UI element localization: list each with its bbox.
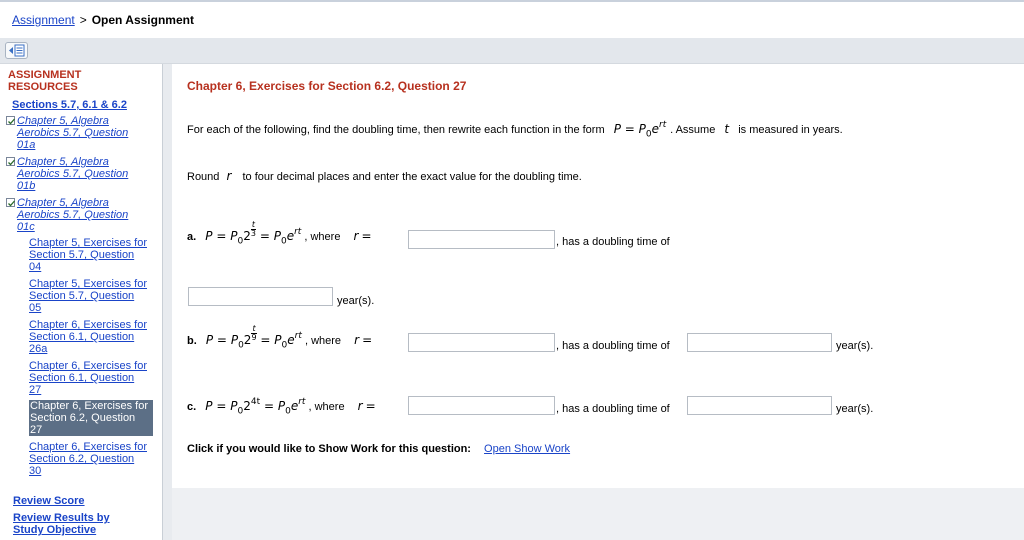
part-b-equation — [187, 324, 373, 351]
review-score-link[interactable]: Review Score — [13, 495, 85, 507]
part-a-doubling-input[interactable] — [188, 287, 333, 306]
sidebar-title-line2: RESOURCES — [8, 81, 78, 93]
sidebar-item-line1: Chapter 5, Algebra — [17, 156, 109, 168]
part-b-eq2: = — [260, 333, 271, 347]
sidebar-item-line3: 04 — [29, 261, 42, 273]
breadcrumb-separator: > — [79, 13, 87, 27]
part-b-r-eq: = — [362, 333, 373, 347]
form-P0: P — [638, 122, 646, 136]
sidebar-item-line3: 05 — [29, 302, 42, 314]
part-c-years: year(s). — [836, 403, 874, 415]
part-c-rt: rt — [298, 397, 306, 407]
part-a-eq2: = — [259, 229, 270, 243]
expand-panel-icon — [8, 44, 26, 57]
part-b-eq1: = — [216, 333, 227, 347]
sidebar-item-q27-s61[interactable] — [29, 360, 157, 396]
part-c-label: c. — [187, 401, 197, 413]
sidebar-item-line1: Chapter 5, Algebra — [17, 115, 109, 127]
round-r: r — [226, 169, 232, 183]
sidebar-item-line2: Aerobics 5.7, Question — [17, 127, 129, 139]
part-c-eq2: = — [263, 399, 274, 413]
sidebar-item-line1: Chapter 5, Exercises for — [29, 278, 147, 290]
part-a-exponent-fraction — [251, 221, 256, 238]
sidebar-section-link[interactable]: Sections 5.7, 6.1 & 6.2 — [12, 99, 127, 111]
part-b-base: 2 — [243, 333, 252, 347]
sidebar-item-line2: Aerobics 5.7, Question — [17, 209, 129, 221]
sidebar-item-line2: Section 6.2, Question — [30, 412, 136, 424]
part-b-label: b. — [187, 335, 197, 347]
part-b-e: e — [287, 333, 295, 347]
sidebar-item-q01c[interactable] — [17, 197, 156, 233]
question-title: Chapter 6, Exercises for Section 6.2, Question 27 — [187, 79, 467, 93]
part-b-exp-num: t — [252, 324, 256, 333]
show-work-row — [187, 443, 570, 455]
part-a-doubling-text: , has a doubling time of — [556, 236, 670, 248]
part-a-r: r — [353, 229, 359, 243]
part-b-rhs-sub: 0 — [281, 340, 288, 351]
part-c-where: , where — [308, 401, 345, 413]
instruction-line — [187, 120, 843, 139]
completed-checkbox-icon — [6, 116, 15, 125]
show-work-prompt: Click if you would like to Show Work for this question: — [187, 443, 471, 455]
part-c-rhs-P0: P — [277, 399, 286, 413]
part-b-doubling-text: , has a doubling time of — [556, 340, 670, 352]
part-a-P0: P — [230, 229, 238, 243]
breadcrumb — [12, 13, 194, 27]
question-panel — [172, 64, 1024, 488]
round-post-text: to four decimal places and enter the exact value for the doubling time. — [242, 171, 582, 183]
breadcrumb-current: Open Assignment — [91, 13, 194, 27]
part-c-equation — [187, 397, 376, 416]
sidebar-item-q26a[interactable] — [29, 319, 157, 355]
part-a-sub: 0 — [237, 236, 244, 247]
sidebar-item-line3: 01b — [17, 180, 36, 192]
review-results-line1: Review Results by — [13, 512, 110, 524]
sidebar-item-line1: Chapter 6, Exercises for — [29, 441, 147, 453]
part-b-doubling-input[interactable] — [687, 333, 832, 352]
part-a-where: , where — [304, 231, 341, 243]
review-results-link[interactable] — [13, 512, 110, 536]
part-c-sub: 0 — [237, 406, 244, 417]
completed-checkbox-icon — [6, 198, 15, 207]
part-a-base: 2 — [243, 229, 251, 243]
form-P: P — [613, 122, 621, 136]
sidebar-item-line1: Chapter 5, Algebra — [17, 197, 109, 209]
form-exp: rt — [659, 120, 667, 130]
part-a-label: a. — [187, 231, 197, 243]
part-c-e: e — [290, 399, 299, 413]
round-line — [187, 169, 582, 183]
part-c-P: P — [205, 399, 213, 413]
sidebar-item-line2: Section 6.1, Question — [29, 331, 135, 343]
part-c-eq1: = — [216, 399, 227, 413]
part-b-exp-den: 9 — [251, 333, 257, 342]
round-text: Round — [187, 171, 220, 183]
breadcrumb-assignment-link[interactable]: Assignment — [12, 13, 75, 27]
sidebar-item-line3: 26a — [29, 343, 48, 355]
sidebar-item-q27-s62-active[interactable] — [29, 400, 153, 436]
assignment-resources-sidebar — [0, 64, 163, 540]
form-P0-sub: 0 — [645, 129, 652, 140]
sidebar-item-line2: Aerobics 5.7, Question — [17, 168, 129, 180]
instruction-t: t — [724, 122, 730, 136]
sidebar-item-line2: Section 5.7, Question — [29, 290, 135, 302]
instruction-end: is measured in years. — [738, 124, 843, 136]
sidebar-item-line1: Chapter 5, Exercises for — [29, 237, 147, 249]
sidebar-item-q04[interactable] — [29, 237, 157, 273]
part-a-equation — [187, 220, 372, 247]
toolbar — [0, 38, 1024, 64]
sidebar-item-q30[interactable] — [29, 441, 157, 477]
part-b-sub: 0 — [238, 340, 244, 351]
completed-checkbox-icon — [6, 157, 15, 166]
sidebar-item-line3: 27 — [30, 424, 43, 436]
sidebar-item-line1: Chapter 6, Exercises for — [29, 360, 147, 372]
bottom-strip — [172, 488, 1024, 540]
sidebar-gutter — [163, 64, 172, 540]
part-a-exp-num: t — [251, 220, 255, 229]
part-b-years: year(s). — [836, 340, 874, 352]
part-b-r-input[interactable] — [408, 333, 555, 352]
instruction-text: For each of the following, find the doubling time, then rewrite each function in the form — [187, 124, 605, 136]
part-c-P0: P — [230, 399, 238, 413]
part-a-rt: rt — [294, 227, 302, 237]
part-a-e: e — [286, 229, 295, 243]
part-c-doubling-text: , has a doubling time of — [556, 403, 670, 415]
sidebar-title-line1: ASSIGNMENT — [8, 69, 82, 81]
sidebar-item-line2: Section 5.7, Question — [29, 249, 135, 261]
part-a-r-input[interactable] — [408, 230, 555, 249]
form-e: e — [651, 122, 660, 136]
sidebar-item-q01a[interactable] — [17, 115, 156, 151]
sidebar-item-q01b[interactable] — [17, 156, 156, 192]
part-c-exp: 4t — [250, 397, 261, 407]
part-a-eq1: = — [216, 229, 227, 243]
review-results-line2: Study Objective — [13, 524, 97, 536]
part-c-rhs-sub: 0 — [285, 406, 291, 417]
sidebar-item-line1: Chapter 6, Exercises for — [29, 319, 147, 331]
sidebar-item-line3: 01c — [17, 221, 35, 233]
part-b-r: r — [354, 333, 360, 347]
part-b-rhs-P0: P — [274, 333, 282, 347]
open-show-work-link[interactable]: Open Show Work — [484, 443, 571, 455]
part-c-doubling-input[interactable] — [687, 396, 832, 415]
part-c-r: r — [357, 399, 363, 413]
part-a-years: year(s). — [337, 295, 375, 307]
part-c-base: 2 — [243, 399, 251, 413]
part-a-r-eq: = — [361, 229, 372, 243]
sidebar-item-line2: Section 6.1, Question — [29, 372, 135, 384]
sidebar-item-q05[interactable] — [29, 278, 157, 314]
toggle-sidebar-button[interactable] — [5, 42, 28, 59]
part-a-P: P — [205, 229, 213, 243]
top-border — [0, 0, 1024, 2]
part-c-r-eq: = — [365, 399, 376, 413]
part-b-where: , where — [304, 335, 342, 347]
part-a-rhs-sub: 0 — [280, 236, 287, 247]
part-b-exponent-fraction — [251, 325, 256, 342]
sidebar-item-line3: 01a — [17, 139, 36, 151]
part-c-r-input[interactable] — [408, 396, 555, 415]
part-a-exp-den: 3 — [250, 229, 256, 238]
form-eq: = — [624, 122, 635, 136]
part-b-P0: P — [230, 333, 239, 347]
part-a-rhs-P0: P — [273, 229, 281, 243]
sidebar-title — [8, 69, 81, 93]
sidebar-item-line3: 30 — [29, 465, 42, 477]
sidebar-item-line3: 27 — [29, 384, 42, 396]
part-b-P: P — [205, 333, 214, 347]
instruction-assume: . Assume — [670, 124, 716, 136]
sidebar-item-line2: Section 6.2, Question — [29, 453, 135, 465]
sidebar-item-line1: Chapter 6, Exercises for — [30, 400, 148, 412]
part-b-rt: rt — [294, 331, 302, 341]
